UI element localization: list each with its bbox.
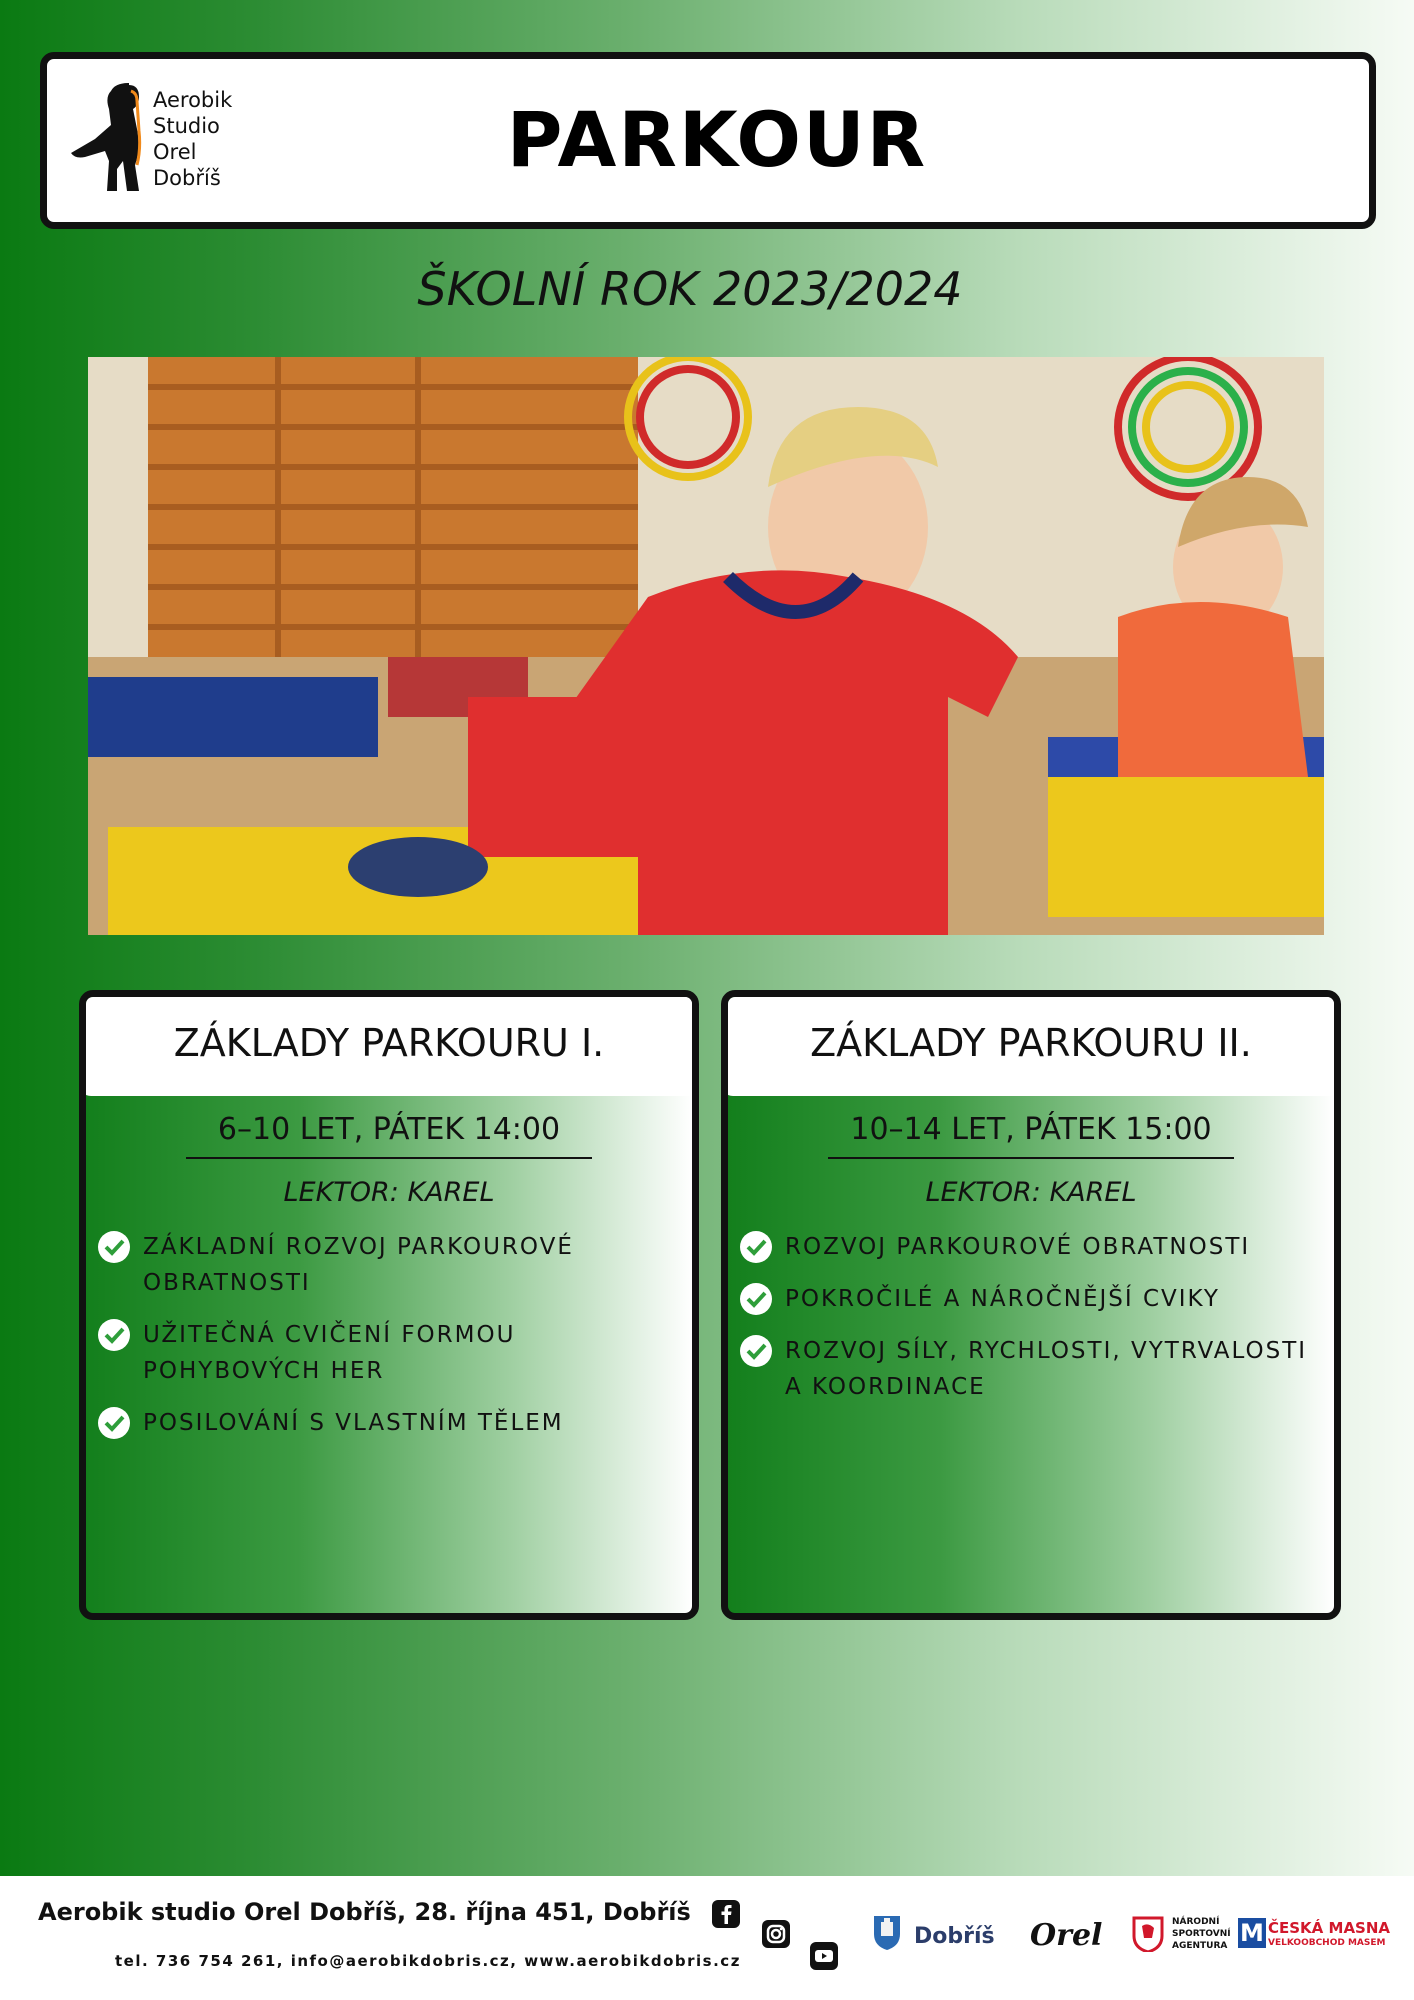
logo-text: Aerobik Studio Orel Dobříš (153, 88, 233, 190)
masna-logo-icon: M (1238, 1918, 1266, 1948)
list-item-text: UŽITEČNÁ CVIČENÍ FORMOU POHYBOVÝCH HER (143, 1322, 516, 1384)
list-item (98, 1405, 682, 1441)
sponsor-nsa: NÁRODNÍ SPORTOVNÍ AGENTURA (1172, 1917, 1231, 1951)
list-item (740, 1229, 1324, 1265)
divider (186, 1157, 592, 1159)
course-lektor: LEKTOR: KAREL (283, 1177, 495, 1208)
check-circle-icon (740, 1231, 772, 1263)
kids-photo (88, 357, 1324, 935)
course-time: 10–14 LET, PÁTEK 15:00 (850, 1112, 1212, 1147)
sponsor-masna: ČESKÁ MASNA (1268, 1919, 1391, 1937)
gym-scene-image (88, 357, 1324, 935)
list-item-text: ROZVOJ SÍLY, RYCHLOSTI, VYTRVALOSTI A KOORDINACE (785, 1338, 1308, 1400)
list-item (740, 1281, 1324, 1317)
course-title: ZÁKLADY PARKOURU II. (721, 990, 1341, 1096)
header-box (40, 52, 1376, 229)
sponsor-dobris: Dobříš (914, 1924, 995, 1949)
list-item (98, 1229, 682, 1301)
list-item-text: ZÁKLADNÍ ROZVOJ PARKOUROVÉ OBRATNOSTI (143, 1234, 574, 1296)
studio-logo (69, 77, 259, 197)
school-year: ŠKOLNÍ ROK 2023/2024 (417, 262, 963, 316)
course-time: 6–10 LET, PÁTEK 14:00 (217, 1112, 561, 1147)
footer-contact: tel. 736 754 261, info@aerobikdobris.cz, www.aerobikdobris.cz (115, 1952, 741, 1970)
feature-list (740, 1229, 1324, 1421)
dobris-crest-icon (872, 1914, 902, 1950)
list-item (98, 1317, 682, 1389)
check-circle-icon (98, 1407, 130, 1439)
page-title: PARKOUR (506, 95, 928, 184)
feature-list (98, 1229, 682, 1457)
course-card-2 (721, 990, 1341, 1620)
check-circle-icon (740, 1335, 772, 1367)
youtube-icon[interactable] (810, 1942, 838, 1970)
course-lektor: LEKTOR: KAREL (925, 1177, 1137, 1208)
check-circle-icon (98, 1319, 130, 1351)
list-item-text: ROZVOJ PARKOUROVÉ OBRATNOSTI (785, 1234, 1251, 1260)
sponsor-masna-sub: VELKOOBCHOD MASEM (1268, 1938, 1386, 1948)
list-item (740, 1333, 1324, 1405)
course-title: ZÁKLADY PARKOURU I. (79, 990, 699, 1096)
divider (828, 1157, 1234, 1159)
list-item-text: POSILOVÁNÍ S VLASTNÍM TĚLEM (143, 1410, 564, 1436)
footer (0, 1876, 1414, 2000)
check-circle-icon (740, 1283, 772, 1315)
list-item-text: POKROČILÉ A NÁROČNĚJŠÍ CVIKY (785, 1286, 1220, 1312)
instagram-icon[interactable] (762, 1920, 790, 1948)
footer-address: Aerobik studio Orel Dobříš, 28. října 451, Dobříš (38, 1898, 691, 1926)
facebook-icon[interactable] (712, 1900, 740, 1928)
check-circle-icon (98, 1231, 130, 1263)
course-card-1 (79, 990, 699, 1620)
athlete-silhouette-icon (69, 77, 153, 197)
sponsor-orel: Orel (1030, 1918, 1103, 1953)
nsa-lion-icon (1132, 1916, 1164, 1952)
